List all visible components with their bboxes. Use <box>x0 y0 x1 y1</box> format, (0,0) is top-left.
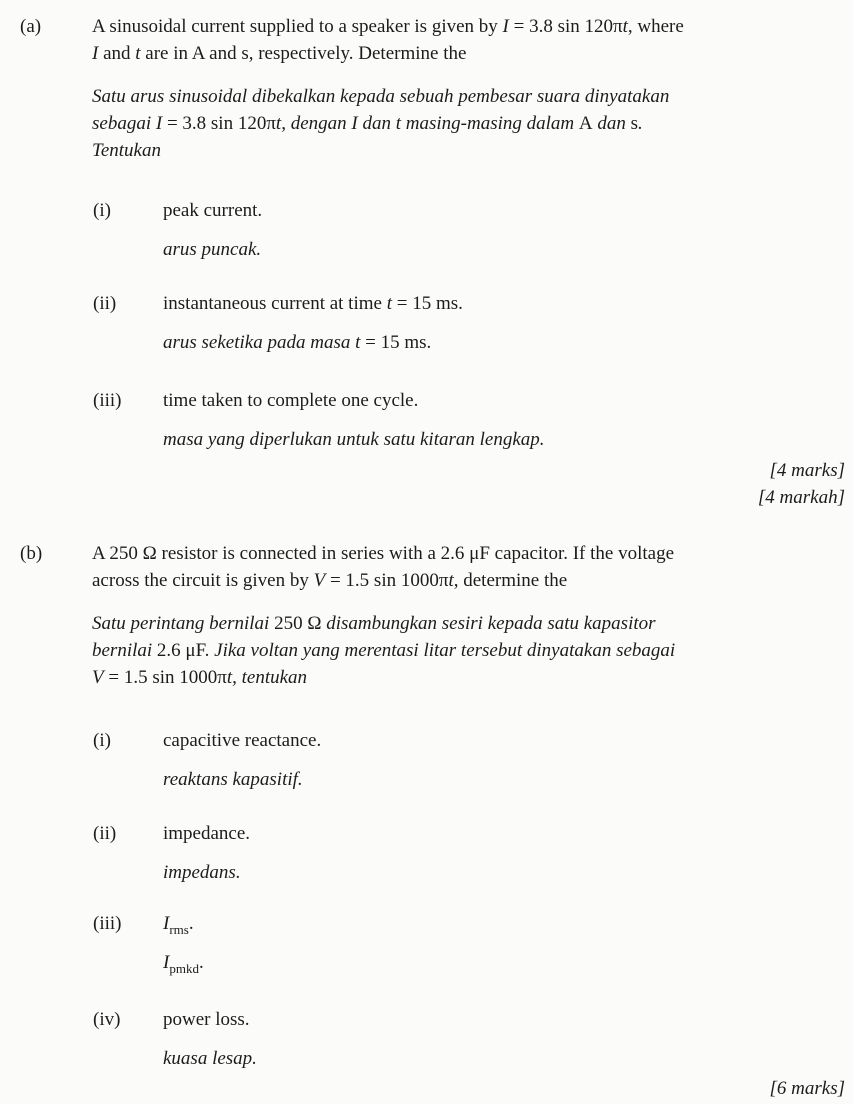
text-segment: arus puncak. <box>163 239 262 260</box>
part-b-marks <box>92 1075 845 1102</box>
text-segment: A 250 Ω resistor is connected in series with a 2.6 μF capacitor. If the voltage <box>92 543 675 564</box>
text-segment: = 3.8 sin 120π <box>162 113 276 134</box>
text-segment: peak current. <box>163 200 263 221</box>
text-segment: t <box>275 113 282 134</box>
text-segment: sebagai <box>92 113 156 134</box>
text-segment: kuasa lesap. <box>163 1048 257 1069</box>
part-b-body <box>92 540 845 1102</box>
part-b-item-iv <box>92 1006 845 1072</box>
part-a-marks <box>92 457 845 511</box>
text-segment: Tentukan <box>92 140 161 161</box>
text-segment: I <box>92 43 99 64</box>
text-segment: t <box>622 16 628 37</box>
text-segment: t <box>226 667 233 688</box>
text-segment: V <box>92 667 104 688</box>
text-segment: instantaneous current at time <box>163 293 387 314</box>
text-segment: I <box>155 113 163 134</box>
text-segment: 250 Ω <box>274 613 322 634</box>
text-segment: , dengan <box>281 113 352 134</box>
text-segment: V <box>313 570 326 591</box>
item-text-english <box>163 910 845 937</box>
text-line <box>92 664 845 691</box>
text-segment: pmkd <box>169 960 199 976</box>
item-text-malay <box>163 766 845 793</box>
part-a-item-iii <box>92 387 845 453</box>
text-segment: t <box>386 293 392 314</box>
text-segment: Jika voltan yang merentasi litar tersebut dinyatakan sebagai <box>209 640 676 661</box>
marks-english: [4 marks] <box>769 460 845 481</box>
item-label: (i) <box>93 200 111 221</box>
text-line <box>92 637 845 664</box>
text-segment: power loss. <box>163 1009 250 1030</box>
part-b-item-iii <box>92 910 845 976</box>
text-segment: s <box>630 113 639 134</box>
text-segment: t <box>135 43 141 64</box>
item-label: (iv) <box>93 1009 121 1030</box>
text-segment: capacitive reactance. <box>163 730 322 751</box>
item-text-english <box>163 197 845 224</box>
text-segment: bernilai <box>92 640 157 661</box>
text-segment: 2.6 μF. <box>156 640 210 661</box>
part-a-label: (a) <box>20 16 42 37</box>
text-segment: I <box>163 913 170 934</box>
text-segment: masing-masing dalam <box>401 113 579 134</box>
text-segment: masa yang diperlukan untuk satu kitaran lengkap. <box>163 429 545 450</box>
text-line <box>92 83 845 110</box>
marks-malay: [4 markah] <box>757 487 845 508</box>
item-label: (ii) <box>93 823 117 844</box>
text-segment: dan <box>357 113 396 134</box>
item-text-english <box>163 820 845 847</box>
part-a-body <box>92 13 845 511</box>
text-segment: reaktans kapasitif. <box>163 769 303 790</box>
text-segment: I <box>163 952 170 973</box>
item-label: (iii) <box>93 913 122 934</box>
text-segment: across the circuit is given by <box>92 570 314 591</box>
text-segment: = 15 ms. <box>360 332 432 353</box>
text-segment: t <box>395 113 401 134</box>
part-b-label: (b) <box>20 543 43 564</box>
text-segment: . <box>188 913 194 934</box>
text-segment: Satu perintang bernilai <box>92 613 275 634</box>
text-segment: = 1.5 sin 1000π <box>325 570 449 591</box>
item-text-english <box>163 387 845 414</box>
text-segment: I <box>351 113 358 134</box>
part-b-text-malay <box>92 610 845 691</box>
text-line <box>92 567 845 594</box>
text-line <box>92 540 845 567</box>
text-line <box>92 137 845 164</box>
text-segment: time taken to complete one cycle. <box>163 390 419 411</box>
item-text-english <box>163 1006 845 1033</box>
item-text-english <box>163 290 845 317</box>
part-a-item-ii <box>92 290 845 356</box>
part-a-text-malay <box>92 83 845 164</box>
text-segment: impedans. <box>163 862 241 883</box>
text-segment: arus seketika pada masa <box>163 332 356 353</box>
text-segment: , tentukan <box>232 667 308 688</box>
part-a-item-i <box>92 197 845 263</box>
text-line <box>92 40 845 67</box>
question-part-b <box>0 540 853 1102</box>
item-label: (i) <box>93 730 111 751</box>
item-text-malay <box>163 1045 845 1072</box>
text-segment: and <box>98 43 136 64</box>
part-b-item-i <box>92 727 845 793</box>
text-segment: = 1.5 sin 1000π <box>103 667 227 688</box>
item-text-malay <box>163 236 845 263</box>
marks-english: [6 marks] <box>769 1078 845 1099</box>
text-segment: dan <box>592 113 631 134</box>
text-segment: disambungkan sesiri kepada satu kapasitor <box>321 613 656 634</box>
text-segment: are in A and s, respectively. Determine the <box>140 43 467 64</box>
item-label: (iii) <box>93 390 122 411</box>
text-segment: . <box>638 113 643 134</box>
text-segment: A <box>578 113 593 134</box>
text-line <box>92 610 845 637</box>
text-line <box>92 13 845 40</box>
text-segment: A sinusoidal current supplied to a speaker is given by <box>92 16 503 37</box>
question-part-a <box>0 13 853 511</box>
text-segment: t <box>448 570 454 591</box>
item-text-malay <box>163 949 845 976</box>
item-text-malay <box>163 329 845 356</box>
item-text-english <box>163 727 845 754</box>
text-segment: , where <box>627 16 684 37</box>
text-segment: rms <box>169 921 189 937</box>
text-segment: = 3.8 sin 120π <box>508 16 623 37</box>
item-text-malay <box>163 859 845 886</box>
text-segment: t <box>355 332 361 353</box>
text-segment: I <box>502 16 509 37</box>
text-segment: impedance. <box>163 823 251 844</box>
text-segment: = 15 ms. <box>392 293 463 314</box>
part-a-text-english <box>92 13 845 67</box>
item-text-malay <box>163 426 845 453</box>
text-segment: , determine the <box>453 570 568 591</box>
part-b-text-english <box>92 540 845 594</box>
text-segment: . <box>198 952 204 973</box>
text-line <box>92 110 845 137</box>
item-label: (ii) <box>93 293 117 314</box>
text-segment: Satu arus sinusoidal dibekalkan kepada sebuah pembesar suara dinyatakan <box>92 86 670 107</box>
part-b-item-ii <box>92 820 845 886</box>
